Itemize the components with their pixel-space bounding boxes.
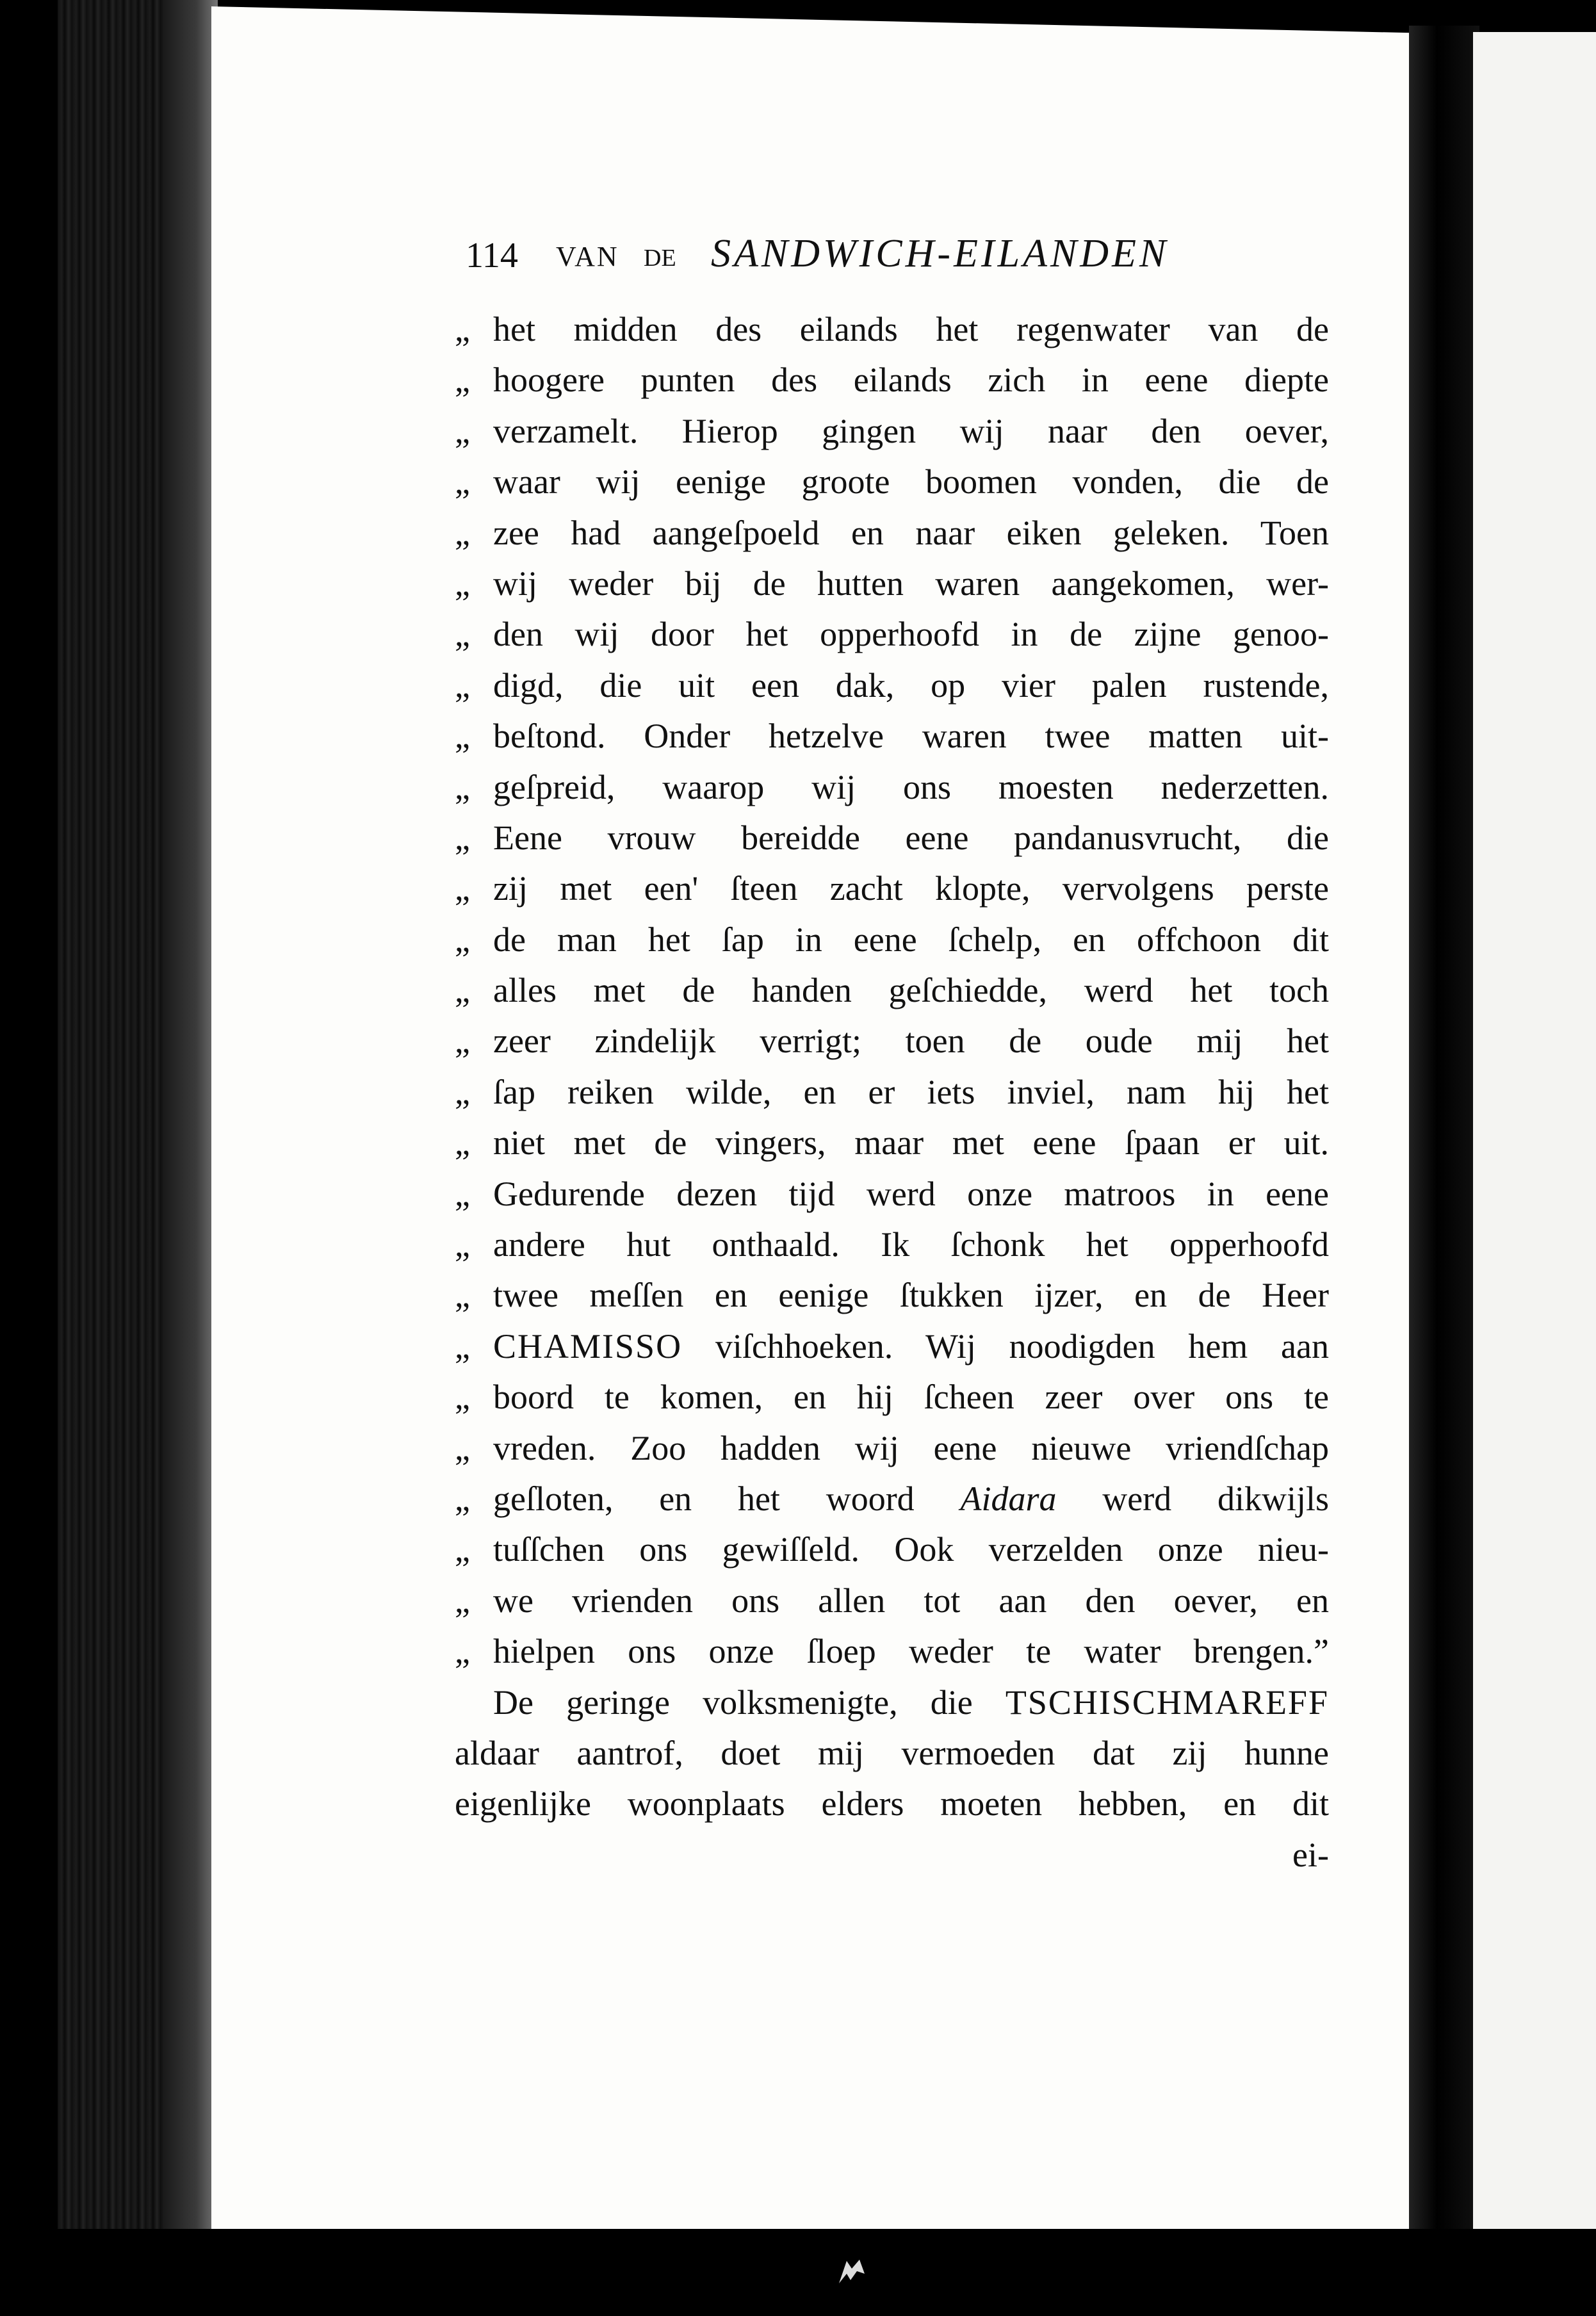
line-text: wij weder bij de hutten waren aangekomen, wer-	[493, 564, 1329, 603]
header-de: DE	[644, 245, 676, 272]
text-line	[455, 1779, 1329, 1829]
text-line	[455, 1423, 1329, 1474]
line-text: boord te komen, en hij ſcheen zeer over ons te	[493, 1378, 1329, 1417]
line-text: Eene vrouw bereidde eene pandanusvrucht, die	[493, 818, 1329, 857]
line-text: waar wij eenige groote boomen vonden, die de	[493, 462, 1329, 502]
text-line	[455, 1576, 1329, 1626]
text-line	[455, 1118, 1329, 1168]
quote-mark: „	[455, 665, 470, 705]
quote-mark: „	[455, 971, 470, 1010]
text-line	[455, 508, 1329, 559]
line-text: zee had aangeſpoeld en naar eiken geleken. Toen	[493, 513, 1329, 552]
quote-mark: „	[455, 564, 470, 603]
catchword: ei-	[1292, 1835, 1329, 1874]
quote-mark: „	[455, 717, 470, 756]
text-line	[455, 863, 1329, 914]
text-line	[455, 660, 1329, 711]
text-line	[455, 355, 1329, 405]
text-line	[455, 813, 1329, 863]
line-text: Gedurende dezen tijd werd onze matroos in eene	[493, 1174, 1329, 1213]
line-text: twee meſſen en eenige ſtukken ijzer, en de Heer	[493, 1276, 1329, 1315]
quote-mark: „	[455, 310, 470, 348]
quote-mark: „	[455, 1072, 470, 1111]
text-line	[455, 609, 1329, 660]
line-text: zij met een' ſteen zacht klopte, vervolgens perste	[493, 869, 1329, 908]
text-line	[455, 965, 1329, 1016]
quote-mark: „	[455, 1378, 470, 1417]
line-text: hielpen ons onze ſloep weder te water brengen.”	[493, 1632, 1329, 1671]
text-line	[455, 1677, 1329, 1728]
next-page-sliver	[1473, 32, 1596, 2229]
line-text: tuſſchen ons gewiſſeld. Ook verzelden onze nieu-	[493, 1530, 1329, 1569]
line-text: alles met de handen geſchiedde, werd het toch	[493, 971, 1329, 1010]
line-text: niet met de vingers, maar met eene ſpaan er uit.	[493, 1123, 1329, 1162]
text-line	[455, 1219, 1329, 1270]
quote-mark: „	[455, 1225, 470, 1264]
line-text: beſtond. Onder hetzelve waren twee matten uit-	[493, 717, 1329, 756]
text-line	[455, 457, 1329, 507]
text-line	[455, 304, 1329, 355]
page-edge-shadow	[163, 0, 218, 2229]
gutter-shadow	[1409, 26, 1479, 2229]
line-text: eigenlijke woonplaats elders moeten hebben, en dit	[455, 1784, 1329, 1823]
quote-mark: „	[455, 767, 470, 806]
text-line	[455, 406, 1329, 457]
text-line	[455, 1270, 1329, 1321]
line-text: aldaar aantrof, doet mij vermoeden dat zij hunne	[455, 1733, 1329, 1772]
text-line	[455, 1728, 1329, 1779]
quote-mark: „	[455, 513, 470, 552]
header-title: SANDWICH-EILANDEN	[711, 232, 1169, 275]
quote-mark: „	[455, 818, 470, 857]
text-line	[455, 1016, 1329, 1066]
text-line	[455, 1474, 1329, 1524]
line-text: we vrienden ons allen tot aan den oever, en	[493, 1581, 1329, 1620]
text-line	[455, 1067, 1329, 1118]
pointer-cursor-icon	[833, 2255, 871, 2287]
line-text: zeer zindelijk verrigt; toen de oude mij het	[493, 1022, 1329, 1061]
running-header	[455, 227, 1329, 304]
line-text: geſpreid, waarop wij ons moesten nederzetten.	[493, 767, 1329, 806]
quote-mark: „	[455, 615, 470, 654]
line-text: geſloten, en het woord Aidara werd dikwijls	[493, 1479, 1329, 1518]
page-number: 114	[466, 236, 518, 275]
text-line	[455, 1626, 1329, 1677]
quote-mark: „	[455, 869, 470, 908]
text-line	[455, 915, 1329, 965]
quote-mark: „	[455, 920, 470, 959]
line-text: verzamelt. Hierop gingen wij naar den oever,	[493, 411, 1329, 450]
text-line	[455, 559, 1329, 609]
quote-mark: „	[455, 462, 470, 502]
line-text: ſap reiken wilde, en er iets inviel, nam hij het	[493, 1072, 1329, 1111]
quote-mark: „	[455, 411, 470, 450]
line-text: het midden des eilands het regenwater van de	[493, 310, 1329, 348]
quote-mark: „	[455, 1530, 470, 1569]
text-line	[455, 762, 1329, 813]
quote-mark: „	[455, 1581, 470, 1620]
text-block	[455, 227, 1329, 1880]
quote-mark: „	[455, 1276, 470, 1315]
quote-mark: „	[455, 1022, 470, 1061]
quote-mark: „	[455, 1632, 470, 1671]
quote-mark: „	[455, 1174, 470, 1213]
text-line	[455, 1524, 1329, 1575]
header-van: VAN	[556, 241, 619, 272]
line-text: vreden. Zoo hadden wij eene nieuwe vriendſchap	[493, 1428, 1329, 1467]
quote-mark: „	[455, 1326, 470, 1366]
line-text: den wij door het opperhoofd in de zijne genoo-	[493, 615, 1329, 654]
line-text: andere hut onthaald. Ik ſchonk het opperhoofd	[493, 1225, 1329, 1264]
quote-mark: „	[455, 1479, 470, 1518]
bottom-margin	[0, 2229, 1596, 2316]
text-line	[455, 711, 1329, 762]
line-text: de man het ſap in eene ſchelp, en offchoon dit	[493, 920, 1329, 959]
quote-mark: „	[455, 361, 470, 400]
line-text: digd, die uit een dak, op vier palen rustende,	[493, 665, 1329, 705]
text-line	[455, 1321, 1329, 1372]
line-text: De geringe volksmenigte, die TSCHISCHMAREFF	[493, 1683, 1329, 1722]
line-text: hoogere punten des eilands zich in eene diepte	[493, 361, 1329, 400]
text-line	[455, 1169, 1329, 1219]
italic-word: Aidara	[960, 1479, 1057, 1518]
text-line	[455, 1372, 1329, 1423]
line-text: CHAMISSO viſchhoeken. Wij noodigden hem aan	[493, 1326, 1329, 1366]
small-caps-name: TSCHISCHMAREFF	[1005, 1683, 1329, 1722]
body-text	[455, 304, 1329, 1830]
quote-mark: „	[455, 1123, 470, 1162]
quote-mark: „	[455, 1428, 470, 1467]
small-caps-name: CHAMISSO	[493, 1326, 683, 1366]
